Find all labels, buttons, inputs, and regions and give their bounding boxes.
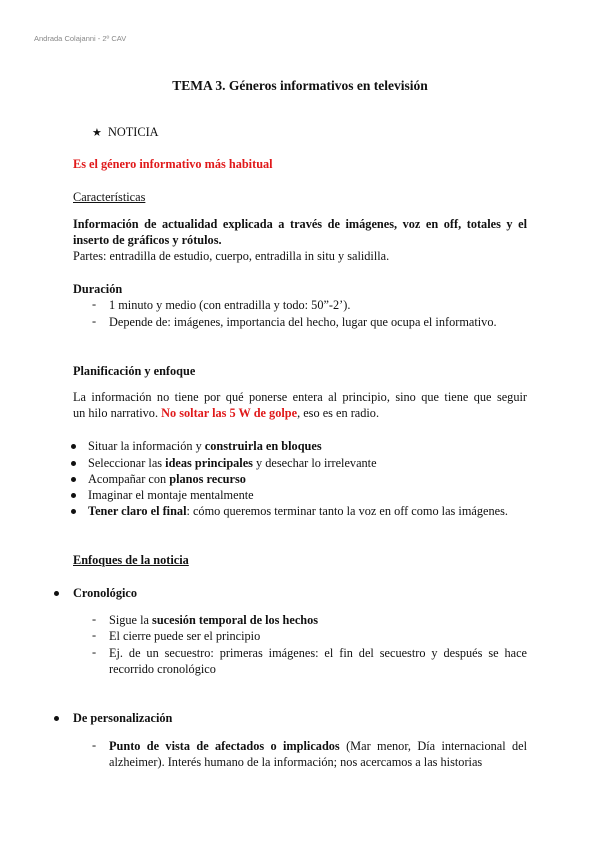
bullet-icon [71,509,76,514]
cronologico-dash-1: - [92,612,97,626]
planificacion-bullet-2: Seleccionar las ideas principales y desechar lo irrelevante [88,456,377,470]
duracion-item-2: Depende de: imágenes, importancia del hecho, lugar que ocupa el informativo. [109,315,497,329]
planificacion-heading: Planificación y enfoque [73,364,196,378]
caracteristicas-bold-line-2: inserto de gráficos y rótulos. [73,233,222,247]
planificacion-bullet-1: Situar la información y construirla en bloques [88,439,322,453]
section-noticia [92,124,159,141]
planificacion-bullet-5: Tener claro el final: cómo queremos terminar tanto la voz en off como las imágenes. [88,504,508,518]
planificacion-bullet-4: Imaginar el montaje mentalmente [88,488,254,502]
duracion-heading: Duración [73,282,123,296]
star-icon: ★ [92,127,102,139]
duracion-dash-1: - [92,297,97,311]
enfoques-heading: Enfoques de la noticia [73,553,189,567]
bullet-icon [71,477,76,482]
cronologico-item-2: El cierre puede ser el principio [109,629,261,643]
cronologico-item-3: Ej. de un secuestro: primeras imágenes: el fin del secuestro y después se hace [109,646,527,660]
planificacion-paragraph-line-1: La información no tiene por qué ponerse entera al principio, sino que tiene que seguir [73,390,527,404]
planificacion-paragraph-line-2 [73,405,379,421]
planificacion-bullet-3: Acompañar con planos recurso [88,472,246,486]
section-noticia-label: NOTICIA [108,125,159,139]
personalizacion-item-line-2: alzheimer). Interés humano de la información; nos acercamos a las historias [109,755,483,769]
cronologico-item-1: Sigue la sucesión temporal de los hechos [109,613,319,627]
cronologico-heading: Cronológico [73,586,137,600]
planificacion-text-b: , eso es en radio. [297,406,380,420]
personalizacion-item-line-1: Punto de vista de afectados o implicados (Mar menor, Día internacional del [109,739,527,753]
planificacion-text-a: un hilo narrativo. [73,406,162,420]
planificacion-5w-highlight: No soltar las 5 W de golpe [161,406,298,420]
duracion-dash-2: - [92,314,97,328]
bullet-icon [54,716,59,721]
personalizacion-dash: - [92,738,97,752]
cronologico-dash-2: - [92,628,97,642]
caracteristicas-partes: Partes: entradilla de estudio, cuerpo, entradilla in situ y salidilla. [73,249,390,263]
bullet-icon [54,591,59,596]
cronologico-dash-3: - [92,645,97,659]
header-note: Andrada Colajanni - 2º CAV [34,34,127,43]
intro-highlight: Es el género informativo más habitual [73,157,273,171]
bullet-icon [71,493,76,498]
page-title: TEMA 3. Géneros informativos en televisión [172,78,428,93]
bullet-icon [71,444,76,449]
bullet-icon [71,461,76,466]
caracteristicas-heading: Características [73,190,146,204]
cronologico-item-3-line-2: recorrido cronológico [109,662,216,676]
caracteristicas-bold-line-1: Información de actualidad explicada a través de imágenes, voz en off, totales y el [73,217,527,231]
personalizacion-heading: De personalización [73,711,173,725]
duracion-item-1: 1 minuto y medio (con entradilla y todo: 50”-2’). [109,298,351,312]
